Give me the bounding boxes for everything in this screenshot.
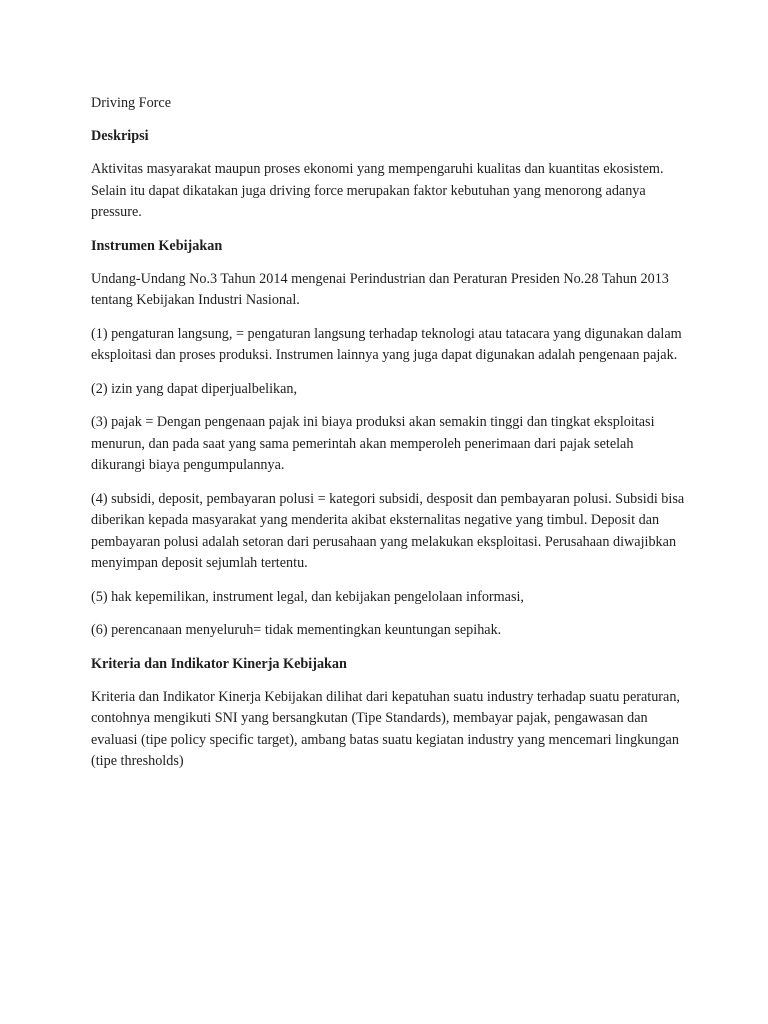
paragraph: (6) perencanaan menyeluruh= tidak mementingkan keuntungan sepihak. xyxy=(91,622,502,638)
paragraph: (1) pengaturan langsung, = pengaturan langsung terhadap teknologi atau tatacara yang digunakan dalam eksploitasi dan proses produksi. Instrumen lainnya yang juga dapat digunakan adalah pengenaan pajak. xyxy=(91,325,682,363)
paragraph: (5) hak kepemilikan, instrument legal, dan kebijakan pengelolaan informasi, xyxy=(91,588,524,605)
paragraph: (3) pajak = Dengan pengenaan pajak ini biaya produksi akan semakin tinggi dan tingkat eksploitasi menurun, dan pada saat yang sama pemerintah akan memperoleh penerimaan dari pajak setelah dikurangi biaya pengumpulannya. xyxy=(91,414,655,473)
paragraph: (4) subsidi, deposit, pembayaran polusi = kategori subsidi, desposit dan pembayaran polusi. Subsidi bisa diberikan kepada masyarakat yang menderita akibat eksternalitas negative yang timbul. Deposit dan pembayaran polusi adalah setoran dari perusahaan yang melakukan eksploitasi. Perusahaan diwajibkan menyimpan deposit sejumlah tertentu. xyxy=(91,490,685,571)
section-heading-instrumen-kebijakan: Instrumen Kebijakan xyxy=(91,237,223,254)
paragraph: Kriteria dan Indikator Kinerja Kebijakan dilihat dari kepatuhan suatu industry terhadap suatu peraturan, contohnya mengikuti SNI yang bersangkutan (Tipe Standards), membayar pajak, pengawasan dan evaluasi (tipe policy specific target), ambang batas suatu kegiatan industry yang mencemari lingkungan (tipe thresholds) xyxy=(91,688,680,769)
document-page xyxy=(91,93,691,785)
paragraph: Undang-Undang No.3 Tahun 2014 mengenai Perindustrian dan Peraturan Presiden No.28 Tahun 2013 tentang Kebijakan Industri Nasional. xyxy=(91,270,669,308)
section-heading-kriteria-indikator: Kriteria dan Indikator Kinerja Kebijakan xyxy=(91,655,347,672)
section-heading-deskripsi: Deskripsi xyxy=(91,128,149,144)
paragraph: (2) izin yang dapat diperjualbelikan, xyxy=(91,380,298,397)
paragraph: Aktivitas masyarakat maupun proses ekonomi yang mempengaruhi kualitas dan kuantitas ekosistem. Selain itu dapat dikatakan juga driving force merupakan faktor kebutuhan yang menorong adanya pressure. xyxy=(91,161,664,220)
document-title: Driving Force xyxy=(91,95,171,111)
